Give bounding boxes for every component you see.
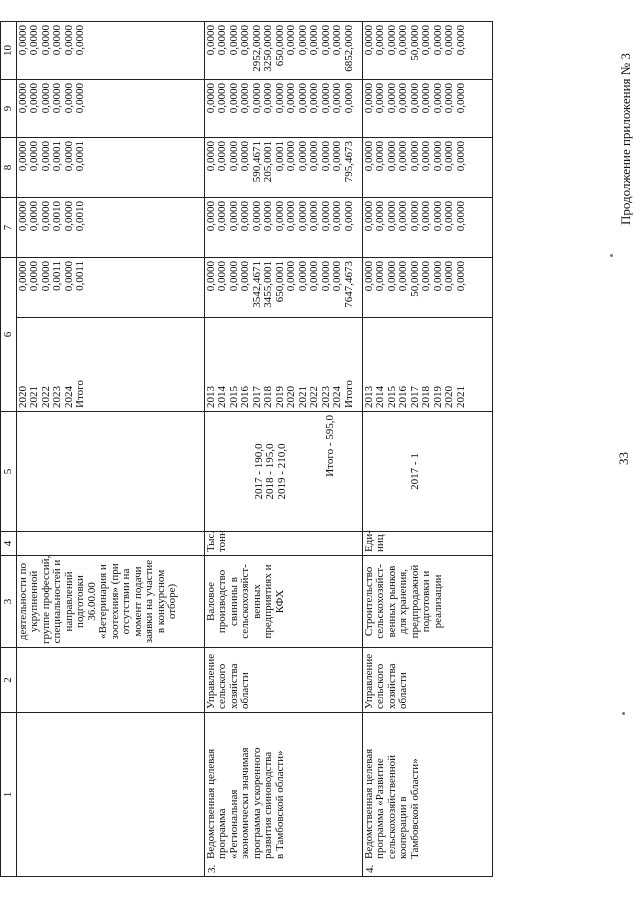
year-label: 2021 <box>28 386 41 408</box>
total-funding-cell <box>204 258 362 318</box>
amount-value: 0,0000 <box>204 25 217 56</box>
amount-value: 0,0000 <box>216 25 229 56</box>
amount-value: 650,0001 <box>273 261 286 303</box>
amount-value: 0,0000 <box>62 25 75 56</box>
executor-text-line: области <box>397 672 410 709</box>
amount-value: 0,0000 <box>227 141 240 172</box>
indicator-text-line: заявки на участие <box>143 559 156 644</box>
year-label: 2016 <box>397 386 410 408</box>
amount-value: 0,0000 <box>285 141 298 172</box>
executor-cell <box>204 648 362 713</box>
amount-value: 0,0000 <box>39 261 52 292</box>
amount-value: 0,0000 <box>273 83 286 114</box>
year-label: 2017 <box>408 386 421 408</box>
regional-funding-cell <box>16 138 204 198</box>
amount-value: 0,0000 <box>216 83 229 114</box>
target-total: Итого - 595,0 <box>324 415 337 477</box>
amount-value: 0,0000 <box>431 25 444 56</box>
amount-value: 0,0000 <box>385 25 398 56</box>
amount-value: 0,0000 <box>39 141 52 172</box>
program-text-line: «Региональная <box>227 789 240 859</box>
amount-value: 0,0000 <box>51 25 64 56</box>
amount-value: 0,0000 <box>216 201 229 232</box>
year-label: 2021 <box>296 386 309 408</box>
year-label: Итого <box>342 380 355 408</box>
row-number: 4. <box>363 864 376 873</box>
amount-value: 0,0000 <box>62 201 75 232</box>
total-funding-cell <box>16 258 204 318</box>
amount-value: 3250,0000 <box>262 25 275 72</box>
amount-value: 0,0000 <box>216 141 229 172</box>
amount-value: 0,0000 <box>319 201 332 232</box>
amount-value: 0,0000 <box>374 83 387 114</box>
indicator-text-line: подготовки и <box>420 570 433 633</box>
amount-value: 205,0001 <box>262 141 275 183</box>
amount-value: 0,0000 <box>408 83 421 114</box>
program-text-line: программа <box>216 808 229 859</box>
year-label: 2018 <box>262 386 275 408</box>
target-value-line: 2017 - 1 <box>408 453 421 490</box>
amount-value: 0,0000 <box>385 261 398 292</box>
amount-value: 0,0000 <box>16 25 29 56</box>
amount-value: 0,0000 <box>28 25 41 56</box>
amount-value: 0,0000 <box>28 141 41 172</box>
years-cell <box>204 318 362 412</box>
unit-text-line: Тыс. <box>204 530 217 552</box>
amount-value: 0,0000 <box>397 201 410 232</box>
column-number: 1 <box>1 713 17 877</box>
year-label: 2015 <box>385 386 398 408</box>
amount-value: 0,0000 <box>331 141 344 172</box>
amount-value: 0,0000 <box>420 201 433 232</box>
indicator-cell <box>16 556 204 648</box>
indicator-text-line: для хранения, <box>397 568 410 635</box>
federal-funding-cell <box>362 198 492 258</box>
program-text-line: Ведомственная целевая <box>362 748 375 859</box>
amount-value: 0,0000 <box>454 25 467 56</box>
program-text-line: Ведомственная целевая <box>204 748 217 859</box>
amount-value: 0,0000 <box>204 201 217 232</box>
indicator-text-line: отсутствии на <box>120 568 133 635</box>
column-number: 2 <box>1 648 17 713</box>
amount-value: 0,0000 <box>204 141 217 172</box>
amount-value: 0,0000 <box>308 261 321 292</box>
executor-text-line: Управление <box>362 653 375 709</box>
continuation-row <box>16 22 204 877</box>
indicator-text-line: производство <box>216 569 229 634</box>
amount-value: 0,0000 <box>216 261 229 292</box>
column-number: 6 <box>1 258 17 412</box>
indicator-text-line: «Ветеринария и <box>97 564 110 639</box>
amount-value: 3542,4671 <box>250 261 263 308</box>
target-values-cell <box>16 412 204 532</box>
program-text-line: развития свиноводства <box>262 751 275 859</box>
amount-value: 0,0000 <box>431 83 444 114</box>
year-label: 2024 <box>62 386 75 408</box>
program-text-line: сельскохозяйственной <box>385 754 398 859</box>
year-label: 2020 <box>16 386 29 408</box>
year-label: 2020 <box>285 386 298 408</box>
amount-value: 0,0000 <box>408 141 421 172</box>
year-label: 2013 <box>204 386 217 408</box>
amount-value: 0,0001 <box>51 141 64 172</box>
amount-value: 0,0000 <box>362 83 375 114</box>
amount-value: 795,4673 <box>342 141 355 183</box>
scan-speck <box>610 254 613 257</box>
local-funding-cell <box>204 80 362 138</box>
year-label: 2014 <box>216 386 229 408</box>
amount-value: 0,0000 <box>16 261 29 292</box>
amount-value: 0,0000 <box>454 201 467 232</box>
appendix-table <box>0 21 493 877</box>
amount-value: 0,0000 <box>331 261 344 292</box>
year-label: 2023 <box>319 386 332 408</box>
executor-text-line: сельского <box>216 663 229 709</box>
amount-value: 0,0000 <box>227 201 240 232</box>
amount-value: 0,0000 <box>39 201 52 232</box>
target-value-line: 2019 - 210,0 <box>275 443 288 500</box>
amount-value: 50,0000 <box>408 261 421 297</box>
unit-cell <box>204 532 362 556</box>
unit-cell <box>362 532 492 556</box>
row-number: 3. <box>205 864 218 873</box>
amount-value: 0,0000 <box>342 83 355 114</box>
indicator-text-line: в конкурсном <box>154 569 167 634</box>
amount-value: 0,0010 <box>74 201 87 232</box>
amount-value: 0,0000 <box>362 261 375 292</box>
program-text-line: программа «Развитие <box>374 758 387 859</box>
other-funding-cell <box>204 22 362 80</box>
column-number: 9 <box>1 80 17 138</box>
column-number: 8 <box>1 138 17 198</box>
amount-value: 0,0000 <box>362 25 375 56</box>
amount-value: 650,0000 <box>273 25 286 67</box>
amount-value: 0,0000 <box>420 261 433 292</box>
indicator-text-line: специальностей и <box>51 559 64 644</box>
local-funding-cell <box>362 80 492 138</box>
local-funding-cell <box>16 80 204 138</box>
amount-value: 0,0000 <box>443 261 456 292</box>
indicator-text-line: зоотехния» (при <box>108 563 121 640</box>
amount-value: 0,0000 <box>250 83 263 114</box>
year-label: 2022 <box>39 386 52 408</box>
amount-value: 0,0000 <box>308 25 321 56</box>
amount-value: 0,0000 <box>74 25 87 56</box>
program-text-line: кооперации в <box>397 796 410 859</box>
amount-value: 0,0000 <box>239 141 252 172</box>
amount-value: 0,0000 <box>227 25 240 56</box>
amount-value: 0,0000 <box>420 141 433 172</box>
year-label: 2013 <box>362 386 375 408</box>
amount-value: 0,0000 <box>62 83 75 114</box>
amount-value: 0,0000 <box>204 83 217 114</box>
amount-value: 0,0000 <box>385 141 398 172</box>
indicator-text-line: направлений <box>62 571 75 632</box>
page-number: 33 <box>616 452 631 465</box>
executor-text-line: сельского <box>374 663 387 709</box>
column-number: 10 <box>1 22 17 80</box>
indicator-text-line: укрупненной <box>28 570 41 633</box>
amount-value: 0,0000 <box>319 83 332 114</box>
amount-value: 0,0000 <box>16 201 29 232</box>
amount-value: 0,0000 <box>239 83 252 114</box>
amount-value: 0,0000 <box>319 261 332 292</box>
regional-funding-cell <box>362 138 492 198</box>
year-label: 2019 <box>273 386 286 408</box>
amount-value: 0,0000 <box>296 261 309 292</box>
federal-funding-cell <box>204 198 362 258</box>
amount-value: 0,0000 <box>285 83 298 114</box>
program-cell <box>204 713 362 877</box>
target-value-line: 2017 - 190,0 <box>252 443 265 500</box>
amount-value: 0,0000 <box>39 83 52 114</box>
amount-value: 0,0001 <box>273 141 286 172</box>
amount-value: 7647,4673 <box>342 261 355 308</box>
other-funding-cell <box>362 22 492 80</box>
program-text-line: в Тамбовской области» <box>273 750 286 859</box>
indicator-text-line: предприятиях и <box>262 564 275 639</box>
amount-value: 0,0000 <box>28 83 41 114</box>
indicator-text-line: Валовое <box>204 582 217 621</box>
indicator-text-line: венных <box>250 584 263 619</box>
amount-value: 0,0000 <box>454 83 467 114</box>
year-label: 2017 <box>250 386 263 408</box>
amount-value: 0,0000 <box>296 83 309 114</box>
amount-value: 0,0000 <box>397 83 410 114</box>
amount-value: 0,0000 <box>239 201 252 232</box>
indicator-text-line: сельскохозяйст- <box>239 564 252 639</box>
amount-value: 0,0000 <box>28 261 41 292</box>
indicator-text-line: деятельности по <box>16 562 29 641</box>
amount-value: 0,0011 <box>74 261 87 291</box>
amount-value: 0,0000 <box>319 25 332 56</box>
indicator-text-line: свинины в <box>227 577 240 626</box>
amount-value: 0,0000 <box>397 141 410 172</box>
amount-value: 0,0000 <box>239 25 252 56</box>
indicator-text-line: Строительство <box>362 566 375 637</box>
amount-value: 0,0000 <box>443 141 456 172</box>
amount-value: 0,0000 <box>296 201 309 232</box>
scan-speck <box>622 712 625 715</box>
unit-text-line: тонн <box>216 530 229 552</box>
year-label: 2024 <box>331 386 344 408</box>
amount-value: 0,0000 <box>342 201 355 232</box>
executor-cell <box>362 648 492 713</box>
indicator-text-line: подготовки <box>74 575 87 628</box>
amount-value: 0,0000 <box>273 201 286 232</box>
column-number-row <box>1 22 17 877</box>
amount-value: 0,0000 <box>204 261 217 292</box>
program-text-line: экономически значимая <box>239 747 252 859</box>
amount-value: 0,0000 <box>443 83 456 114</box>
amount-value: 0,0000 <box>16 141 29 172</box>
amount-value: 0,0000 <box>385 83 398 114</box>
indicator-text-line: момент подачи <box>131 566 144 637</box>
amount-value: 0,0000 <box>285 261 298 292</box>
amount-value: 0,0000 <box>39 25 52 56</box>
executor-text-line: Управление <box>204 653 217 709</box>
amount-value: 0,0000 <box>443 201 456 232</box>
executor-cell <box>16 648 204 713</box>
amount-value: 0,0000 <box>285 201 298 232</box>
amount-value: 0,0000 <box>362 141 375 172</box>
amount-value: 0,0000 <box>443 25 456 56</box>
amount-value: 0,0000 <box>431 261 444 292</box>
program-cell <box>16 713 204 877</box>
target-values-cell <box>204 412 362 532</box>
year-label: 2022 <box>308 386 321 408</box>
column-number: 3 <box>1 556 17 648</box>
amount-value: 0,0000 <box>308 141 321 172</box>
amount-value: 0,0000 <box>454 141 467 172</box>
amount-value: 0,0000 <box>62 141 75 172</box>
executor-text-line: области <box>239 672 252 709</box>
year-label: 2021 <box>454 386 467 408</box>
year-label: 2015 <box>227 386 240 408</box>
program-text-line: программа ускоренного <box>250 747 263 859</box>
indicator-cell <box>204 556 362 648</box>
amount-value: 0,0000 <box>397 261 410 292</box>
program-text-line: Тамбовской области» <box>408 758 421 859</box>
other-funding-cell <box>16 22 204 80</box>
year-label: 2023 <box>51 386 64 408</box>
indicator-text-line: 36.00.00 <box>85 582 98 621</box>
program-row-4 <box>362 22 492 877</box>
appendix-note: Продолжение приложения № 3 <box>618 53 633 225</box>
amount-value: 0,0000 <box>28 201 41 232</box>
total-funding-cell <box>362 258 492 318</box>
amount-value: 0,0000 <box>331 201 344 232</box>
amount-value: 0,0000 <box>331 83 344 114</box>
amount-value: 0,0000 <box>16 83 29 114</box>
amount-value: 0,0000 <box>250 201 263 232</box>
indicator-text-line: отборе) <box>166 583 179 620</box>
indicator-text-line: предпродажной <box>408 564 421 639</box>
amount-value: 50,0000 <box>408 25 421 61</box>
unit-text-line: ниц <box>374 534 387 552</box>
target-value-line: 2018 - 195,0 <box>264 443 277 500</box>
amount-value: 0,0000 <box>51 83 64 114</box>
amount-value: 0,0000 <box>454 261 467 292</box>
regional-funding-cell <box>204 138 362 198</box>
amount-value: 0,0000 <box>74 83 87 114</box>
amount-value: 0,0000 <box>308 83 321 114</box>
amount-value: 0,0000 <box>262 201 275 232</box>
amount-value: 2952,0000 <box>250 25 263 72</box>
column-number: 7 <box>1 198 17 258</box>
amount-value: 0,0000 <box>397 25 410 56</box>
column-number: 5 <box>1 412 17 532</box>
column-number: 4 <box>1 532 17 556</box>
amount-value: 0,0000 <box>227 83 240 114</box>
year-label: 2020 <box>443 386 456 408</box>
amount-value: 0,0000 <box>374 201 387 232</box>
program-cell <box>362 713 492 877</box>
amount-value: 0,0000 <box>374 261 387 292</box>
amount-value: 0,0000 <box>62 261 75 292</box>
amount-value: 0,0000 <box>431 201 444 232</box>
indicator-cell <box>362 556 492 648</box>
amount-value: 0,0000 <box>296 25 309 56</box>
amount-value: 0,0000 <box>285 25 298 56</box>
amount-value: 0,0000 <box>420 83 433 114</box>
unit-text-line: Еди- <box>362 530 375 552</box>
year-label: 2014 <box>374 386 387 408</box>
amount-value: 0,0000 <box>296 141 309 172</box>
year-label: 2018 <box>420 386 433 408</box>
program-row-3 <box>204 22 362 877</box>
amount-value: 6852,0000 <box>342 25 355 72</box>
indicator-text-line: венных рынков <box>385 565 398 638</box>
indicator-text-line: реализации <box>431 574 444 629</box>
unit-cell <box>16 532 204 556</box>
amount-value: 0,0000 <box>385 201 398 232</box>
amount-value: 0,0000 <box>239 261 252 292</box>
amount-value: 0,0011 <box>51 261 64 291</box>
amount-value: 0,0000 <box>331 25 344 56</box>
amount-value: 0,0000 <box>262 83 275 114</box>
amount-value: 0,0000 <box>431 141 444 172</box>
amount-value: 0,0001 <box>74 141 87 172</box>
year-label: 2016 <box>239 386 252 408</box>
years-cell <box>362 318 492 412</box>
target-values-cell <box>362 412 492 532</box>
amount-value: 0,0000 <box>227 261 240 292</box>
indicator-text-line: КФХ <box>273 589 286 614</box>
amount-value: 0,0000 <box>374 25 387 56</box>
years-cell <box>16 318 204 412</box>
amount-value: 0,0000 <box>408 201 421 232</box>
amount-value: 0,0010 <box>51 201 64 232</box>
year-label: Итого <box>74 380 87 408</box>
amount-value: 590,4671 <box>250 141 263 183</box>
amount-value: 3455,0001 <box>262 261 275 308</box>
executor-text-line: хозяйства <box>227 663 240 709</box>
amount-value: 0,0000 <box>319 141 332 172</box>
indicator-text-line: группе профессий, <box>39 555 52 644</box>
executor-text-line: хозяйства <box>385 663 398 709</box>
amount-value: 0,0000 <box>308 201 321 232</box>
year-label: 2019 <box>431 386 444 408</box>
amount-value: 0,0000 <box>374 141 387 172</box>
federal-funding-cell <box>16 198 204 258</box>
indicator-text-line: сельскохозяйст- <box>374 564 387 639</box>
amount-value: 0,0000 <box>362 201 375 232</box>
amount-value: 0,0000 <box>420 25 433 56</box>
